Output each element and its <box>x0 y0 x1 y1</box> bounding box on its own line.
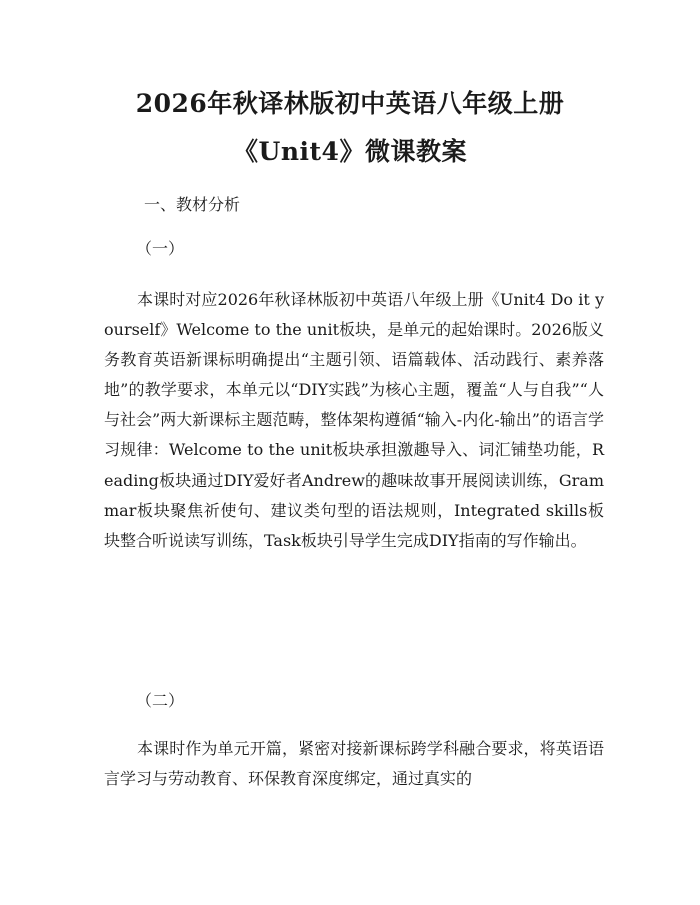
document-title-line-2: 《Unit4》微课教案 <box>233 137 467 166</box>
section-heading-textbook-analysis: 一、教材分析 <box>144 195 241 214</box>
body-paragraph-1: 本课时对应2026年秋译林版初中英语八年级上册《Unit4 Do it yourself》Welcome to the unit板块，是单元的起始课时。2026版义务教育英语新课标明确提出“主题引领、语篇载体、活动践行、素养落地”的教学要求，本单元以“DIY实践”为核心主题，覆盖“人与自我”“人与社会”两大新课标主题范畴，整体架构遵循“输入-内化-输出”的语言学习规律：Welcome to the unit板块承担激趣导入、词汇铺垫功能，Reading板块通过DIY爱好者Andrew的趣味故事开展阅读训练，Grammar板块聚焦祈使句、建议类句型的语法规则，Integrated skills板块整合听说读写训练，Task板块引导学生完成DIY指南的写作输出。 <box>104 290 604 550</box>
subsection-label-2: （二） <box>136 691 185 710</box>
body-paragraph-2: 本课时作为单元开篇，紧密对接新课标跨学科融合要求，将英语语言学习与劳动教育、环保教育深度绑定，通过真实的 <box>104 739 604 789</box>
subsection-label-1: （一） <box>136 239 185 258</box>
document-title-line-1: 2026年秋译林版初中英语八年级上册 <box>135 89 565 118</box>
